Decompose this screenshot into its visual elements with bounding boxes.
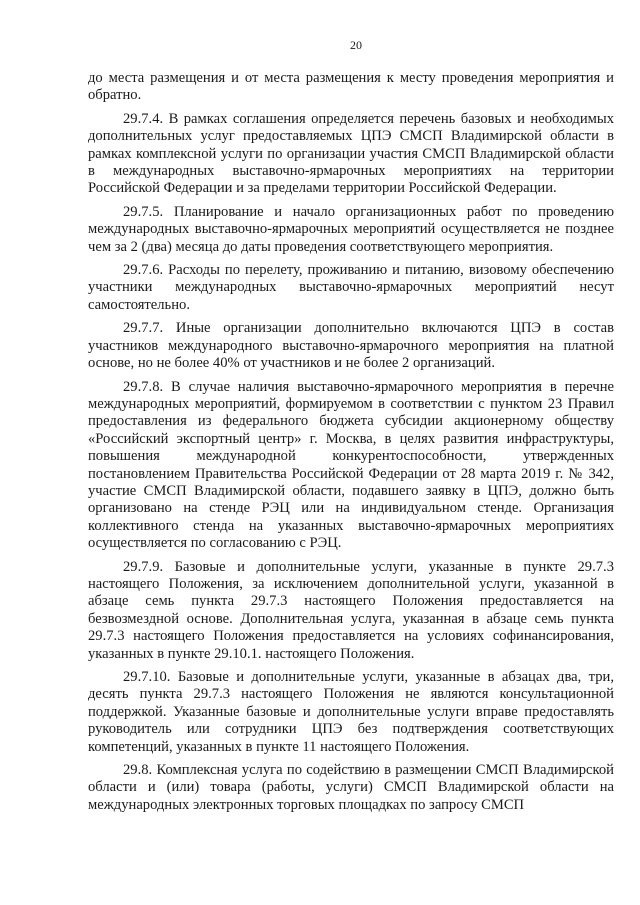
paragraph-continuation: до места размещения и от места размещения к месту проведения мероприятия и обратно. — [88, 70, 614, 104]
document-page — [88, 38, 614, 820]
paragraph-29-7-7: 29.7.7. Иные организации дополнительно включаются ЦПЭ в состав участников международного выставочно-ярмарочного мероприятия на платной основе, но не более 40% от участников и не более 2 организаций. — [88, 320, 614, 372]
paragraph-29-8: 29.8. Комплексная услуга по содействию в размещении СМСП Владимирской области и (или) товара (работы, услуги) СМСП Владимирской области на международных электронных торговых площадках по запросу СМСП — [88, 762, 614, 813]
page-number: 20 — [350, 38, 362, 52]
paragraph-29-7-4: 29.7.4. В рамках соглашения определяется перечень базовых и необходимых дополнительных услуг предоставляемых ЦПЭ СМСП Владимирской области в рамках комплексной услуги по организации участия СМСП Владимирской области в международных выставочно-ярмарочных мероприятиях на территории Российской Федерации и за пределами территории Российской Федерации. — [88, 110, 614, 197]
paragraph-29-7-5: 29.7.5. Планирование и начало организационных работ по проведению международных выставочно-ярмарочных мероприятий осуществляется не позднее чем за 2 (два) месяца до даты проведения соответствующего мероприятия. — [88, 203, 614, 255]
paragraph-29-7-8: 29.7.8. В случае наличия выставочно-ярмарочного мероприятия в перечне международных мероприятий, формируемом в соответствии с пунктом 23 Правил предоставления из федерального бюджета субсидии акционерному обществу «Российский экспортный центр» г. Москва, в целях развития инфраструктуры, повышения международной конкурентоспособности, утвержденных постановлением Правительства Российской Федерации от 28 марта 2019 г. № 342, участие СМСП Владимирской области, подавшего заявку в ЦПЭ, должно быть организовано на стенде РЭЦ или на индивидуальном стенде. Организация коллективного стенда на указанных выставочно-ярмарочных мероприятиях осуществляется по согласованию с РЭЦ. — [88, 378, 614, 552]
paragraph-29-7-9: 29.7.9. Базовые и дополнительные услуги, указанные в пункте 29.7.3 настоящего Положения, за исключением дополнительной услуги, указанной в абзаце семь пункта 29.7.3 настоящего Положения предоставляется на безвозмездной основе. Дополнительная услуга, указанная в абзаце семь пункта 29.7.3 настоящего Положения предоставляется на условиях софинансирования, указанных в пункте 29.10.1. настоящего Положения. — [88, 558, 614, 662]
paragraph-29-7-10: 29.7.10. Базовые и дополнительные услуги, указанные в абзацах два, три, десять пункта 29.7.3 настоящего Положения не являются консультационной поддержкой. Указанные базовые и дополнительные услуги вправе предоставлять руководитель или сотрудники ЦПЭ без подтверждения соответствующих компетенций, указанных в пункте 11 настоящего Положения. — [88, 669, 614, 755]
paragraph-29-7-6: 29.7.6. Расходы по перелету, проживанию и питанию, визовому обеспечению участники международных выставочно-ярмарочных мероприятий несут самостоятельно. — [88, 262, 614, 313]
